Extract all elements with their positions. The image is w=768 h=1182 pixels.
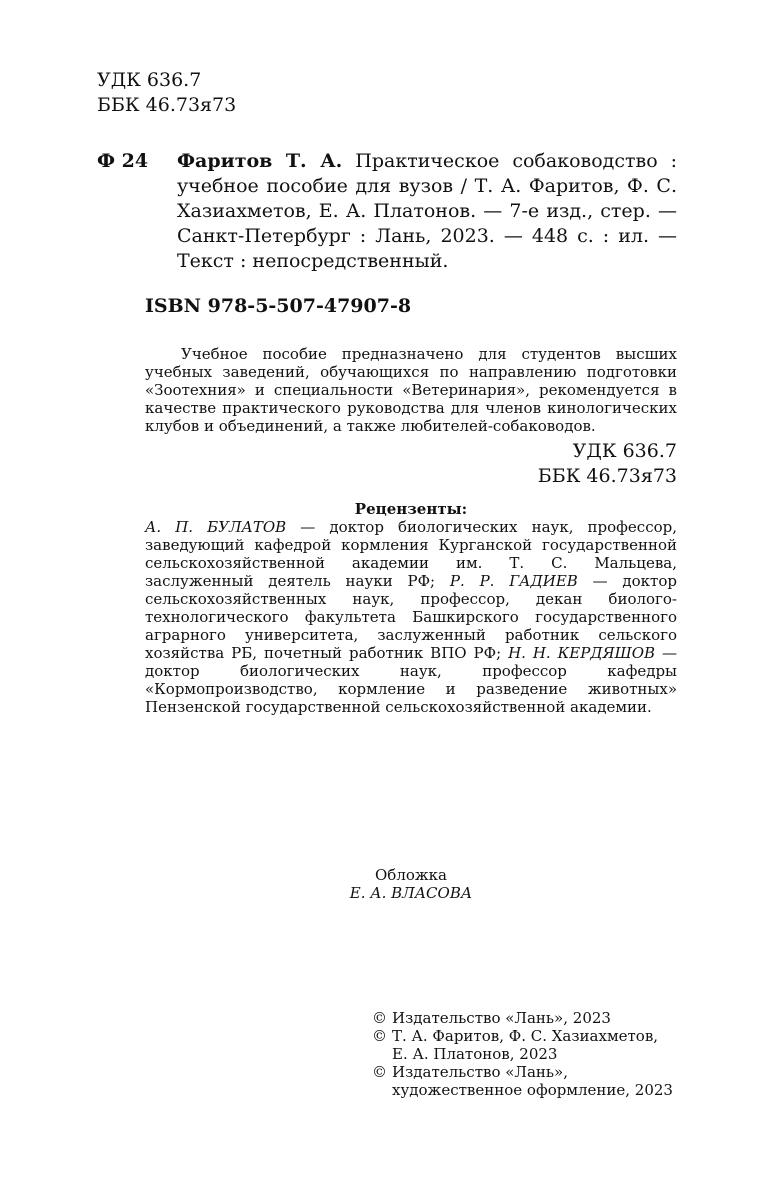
copyright-line — [372, 1009, 702, 1027]
copyright-line — [372, 1027, 702, 1045]
copyright-text: художественное оформление, 2023 — [392, 1081, 673, 1099]
copyright-text: Издательство «Лань», 2023 — [392, 1009, 611, 1027]
reviewer-info: — доктор биологических наук, профессор, заведующий кафедрой кормления Курганской государственной сельскохозяйственной академии им. Т. С. Мальцева, заслуженный деятель науки РФ; — [145, 518, 678, 590]
udk-code: УДК 636.7 — [97, 69, 202, 91]
cover-credit — [145, 866, 677, 902]
reviewers-heading: Рецензенты: — [354, 500, 468, 518]
reviewer-info: — доктор сельскохозяйственных наук, профессор, декан биолого-технологического факультета Башкирского государственного аграрного университета, заслуженный работник сельского хозяйства РБ, почетный работник ВПО РФ; — [145, 572, 677, 662]
cover-designer: Е. А. ВЛАСОВА — [349, 884, 473, 902]
copyright-symbol: © — [372, 1009, 387, 1027]
udk-bbk-right — [440, 439, 677, 489]
bibliographic-text: Практическое собаководство : учебное пособие для вузов / Т. А. Фаритов, Ф. С. Хазиахметов, Е. А. Платонов. — 7-е изд., стер. — Санкт-Петербург : Лань, 2023. — 448 с. : ил. — Текст : непосредственный. — [177, 150, 677, 272]
reviewer-name: Н. Н. КЕРДЯШОВ — [508, 644, 656, 662]
copyright-indent — [372, 1045, 392, 1063]
cover-label: Обложка — [374, 866, 447, 884]
copyright-symbol: © — [372, 1027, 387, 1045]
udk-bbk-top — [97, 68, 236, 118]
reviewers-text — [145, 518, 677, 716]
copyright-text: Т. А. Фаритов, Ф. С. Хазиахметов, — [392, 1027, 659, 1045]
copyright-line — [372, 1081, 702, 1099]
copyright-line — [372, 1063, 702, 1081]
isbn: ISBN 978-5-507-47907-8 — [145, 295, 412, 317]
copyright-text: Издательство «Лань», — [392, 1063, 569, 1081]
bibliographic-description — [177, 149, 677, 274]
annotation-text: Учебное пособие предназначено для студентов высших учебных заведений, обучающихся по направлению подготовки «Зоотехния» и специальности «Ветеринария», рекомендуется в качестве практического руководства для членов кинологических клубов и объединений, а также любителей-собаководов. — [145, 345, 677, 435]
copyright-line — [372, 1045, 702, 1063]
author-name: Фаритов Т. А. — [177, 150, 343, 172]
reviewer-name: А. П. БУЛАТОВ — [145, 518, 287, 536]
copyright-symbol: © — [372, 1063, 387, 1081]
udk-code-right: УДК 636.7 — [572, 440, 677, 462]
reviewers-section — [145, 500, 677, 716]
bbk-code: ББК 46.73я73 — [97, 94, 237, 116]
copyright-indent — [372, 1081, 392, 1099]
copyright-text: Е. А. Платонов, 2023 — [392, 1045, 558, 1063]
annotation — [145, 345, 677, 435]
copyright-block — [372, 1009, 702, 1099]
author-sign: Ф 24 — [97, 150, 149, 172]
reviewer-info: — доктор биологических наук, профессор кафедры «Кормопроизводство, кормление и разведение животных» Пензенской государственной сельскохозяйственной академии. — [145, 644, 677, 716]
reviewer-name: Р. Р. ГАДИЕВ — [449, 572, 578, 590]
bbk-code-right: ББК 46.73я73 — [537, 465, 677, 487]
